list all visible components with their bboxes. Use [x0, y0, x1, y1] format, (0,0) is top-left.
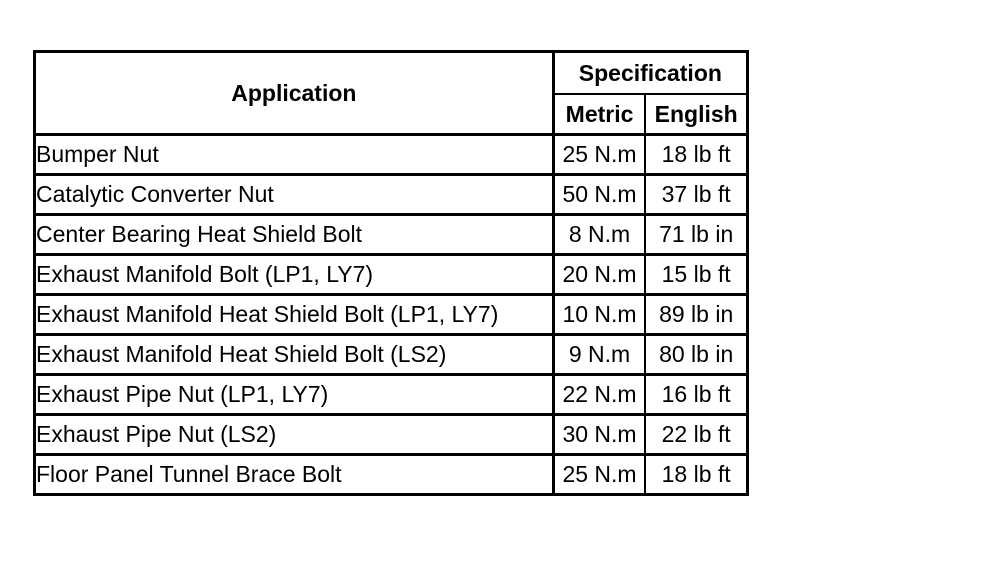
application-cell: Exhaust Manifold Heat Shield Bolt (LP1, LY7) — [35, 295, 554, 335]
english-cell: 15 lb ft — [645, 255, 747, 295]
metric-cell: 30 N.m — [553, 415, 645, 455]
application-cell: Exhaust Pipe Nut (LS2) — [35, 415, 554, 455]
specification-header: Specification — [553, 52, 747, 95]
application-cell: Catalytic Converter Nut — [35, 175, 554, 215]
application-cell: Center Bearing Heat Shield Bolt — [35, 215, 554, 255]
english-cell: 80 lb in — [645, 335, 747, 375]
table-row — [35, 175, 748, 215]
english-cell: 22 lb ft — [645, 415, 747, 455]
application-cell: Exhaust Manifold Bolt (LP1, LY7) — [35, 255, 554, 295]
metric-cell: 10 N.m — [553, 295, 645, 335]
table-body — [35, 135, 748, 495]
english-cell: 89 lb in — [645, 295, 747, 335]
header-row-top — [35, 52, 748, 95]
english-cell: 18 lb ft — [645, 135, 747, 175]
metric-cell: 9 N.m — [553, 335, 645, 375]
metric-cell: 25 N.m — [553, 135, 645, 175]
metric-cell: 8 N.m — [553, 215, 645, 255]
metric-header: Metric — [553, 94, 645, 134]
english-cell: 16 lb ft — [645, 375, 747, 415]
metric-cell: 50 N.m — [553, 175, 645, 215]
english-header: English — [645, 94, 747, 134]
metric-cell: 22 N.m — [553, 375, 645, 415]
table-row — [35, 135, 748, 175]
table-row — [35, 335, 748, 375]
application-cell: Exhaust Manifold Heat Shield Bolt (LS2) — [35, 335, 554, 375]
torque-specification-table — [33, 50, 749, 496]
table-row — [35, 455, 748, 495]
table-row — [35, 375, 748, 415]
table-header — [35, 52, 748, 135]
table-row — [35, 295, 748, 335]
application-cell: Exhaust Pipe Nut (LP1, LY7) — [35, 375, 554, 415]
application-cell: Floor Panel Tunnel Brace Bolt — [35, 455, 554, 495]
english-cell: 71 lb in — [645, 215, 747, 255]
metric-cell: 20 N.m — [553, 255, 645, 295]
table-row — [35, 415, 748, 455]
table-row — [35, 255, 748, 295]
application-cell: Bumper Nut — [35, 135, 554, 175]
english-cell: 18 lb ft — [645, 455, 747, 495]
english-cell: 37 lb ft — [645, 175, 747, 215]
table-row — [35, 215, 748, 255]
metric-cell: 25 N.m — [553, 455, 645, 495]
application-header: Application — [35, 52, 554, 135]
